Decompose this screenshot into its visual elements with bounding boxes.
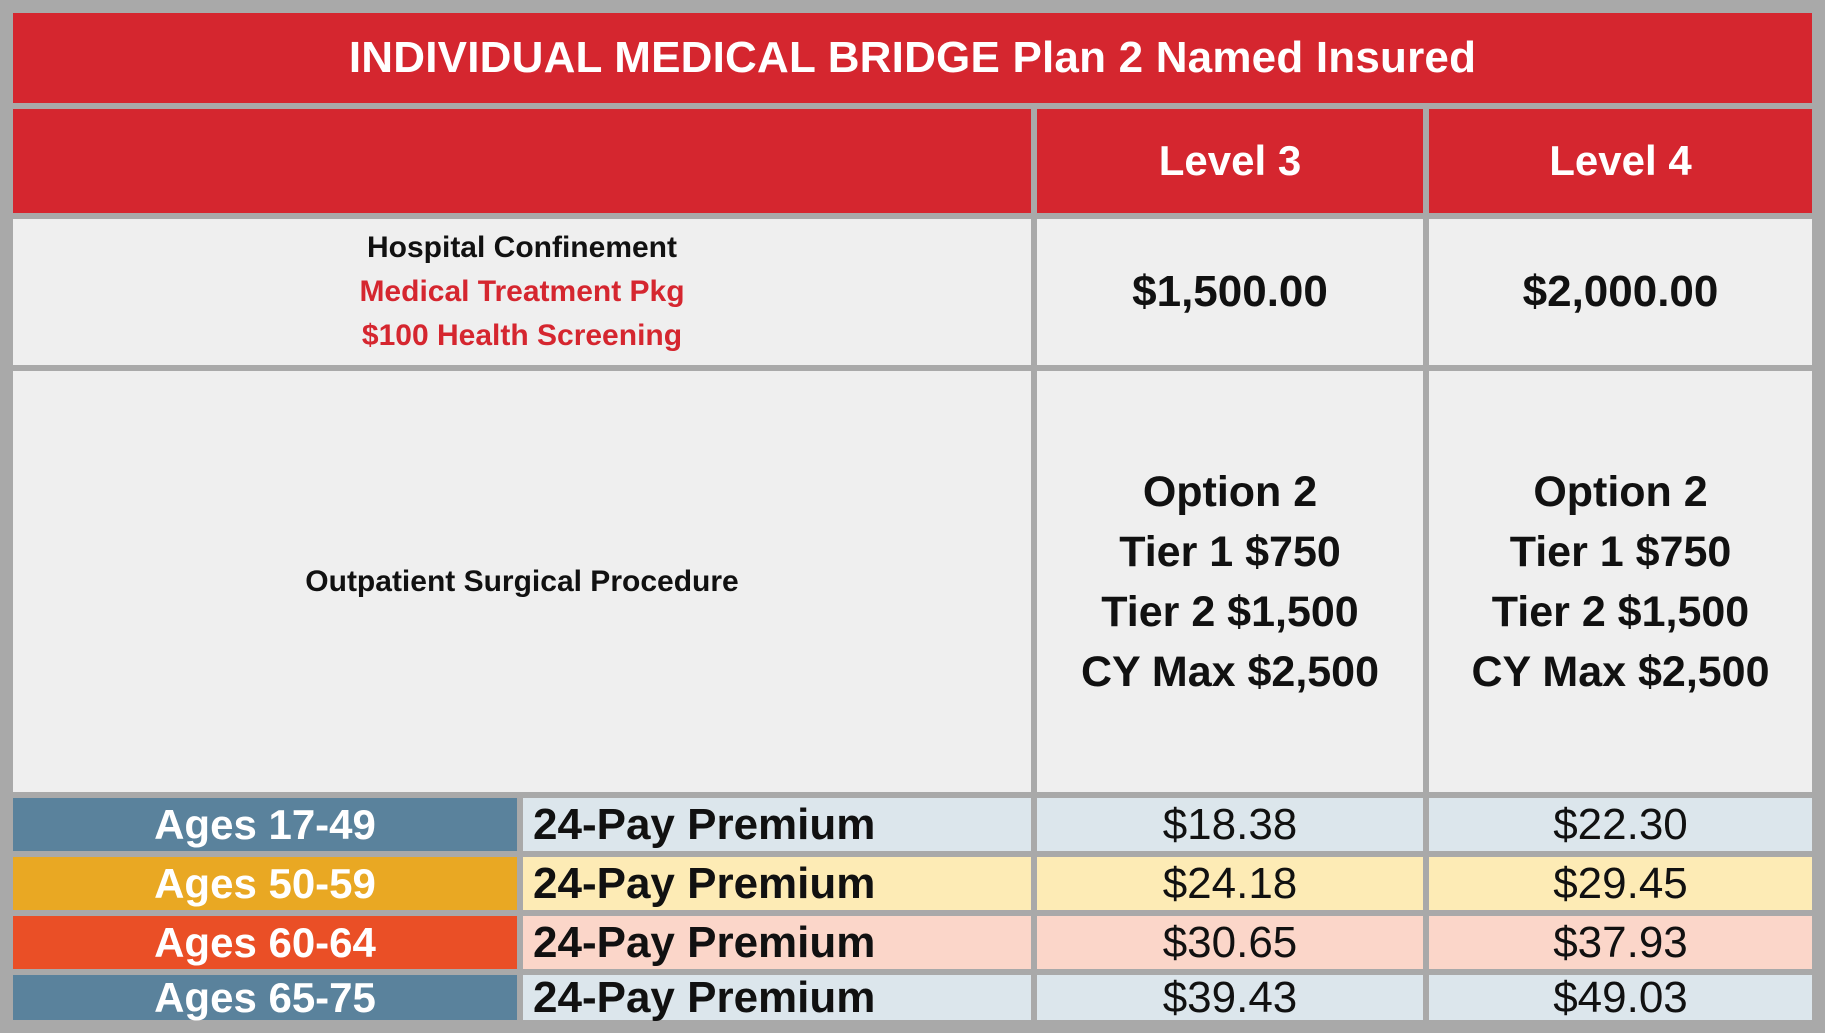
premium-table (13, 13, 1812, 1020)
premium-17-49-level-4: $22.30 (1429, 798, 1812, 851)
premium-label-50-59: 24-Pay Premium (523, 857, 1031, 910)
outpatient-level-4-cell (1429, 371, 1812, 792)
outpatient-surgical-label: Outpatient Surgical Procedure (13, 371, 1031, 792)
age-band-17-49: Ages 17-49 (13, 798, 517, 851)
age-band-65-75: Ages 65-75 (13, 975, 517, 1020)
outpatient-level-4-tier2: Tier 2 $1,500 (1491, 587, 1750, 636)
outpatient-level-3-option: Option 2 (1142, 467, 1318, 516)
outpatient-level-3-tier2: Tier 2 $1,500 (1101, 587, 1359, 636)
premium-50-59-level-4: $29.45 (1429, 857, 1812, 910)
hospital-benefit-cell (13, 219, 1031, 365)
hospital-level-3-amount: $1,500.00 (1037, 219, 1423, 365)
outpatient-level-4-max: CY Max $2,500 (1471, 647, 1770, 696)
header-level-3: Level 3 (1037, 109, 1423, 213)
table-title: INDIVIDUAL MEDICAL BRIDGE Plan 2 Named Insured (13, 13, 1812, 103)
premium-65-75-level-4: $49.03 (1429, 975, 1812, 1020)
age-band-50-59: Ages 50-59 (13, 857, 517, 910)
premium-17-49-level-3: $18.38 (1037, 798, 1423, 851)
premium-60-64-level-3: $30.65 (1037, 916, 1423, 969)
outpatient-level-4-tier1: Tier 1 $750 (1509, 527, 1732, 576)
premium-65-75-level-3: $39.43 (1037, 975, 1423, 1020)
header-empty-cell (13, 109, 1031, 213)
hospital-confinement-label: Hospital Confinement (366, 231, 677, 264)
age-band-60-64: Ages 60-64 (13, 916, 517, 969)
header-level-4: Level 4 (1429, 109, 1812, 213)
premium-label-17-49: 24-Pay Premium (523, 798, 1031, 851)
premium-label-65-75: 24-Pay Premium (523, 975, 1031, 1020)
outpatient-level-3-tier1: Tier 1 $750 (1119, 527, 1341, 576)
medical-treatment-label: Medical Treatment Pkg (359, 275, 685, 308)
premium-50-59-level-3: $24.18 (1037, 857, 1423, 910)
outpatient-level-3-max: CY Max $2,500 (1080, 647, 1380, 696)
outpatient-level-4-option: Option 2 (1533, 467, 1708, 516)
outpatient-level-3-cell (1037, 371, 1423, 792)
premium-label-60-64: 24-Pay Premium (523, 916, 1031, 969)
premium-60-64-level-4: $37.93 (1429, 916, 1812, 969)
hospital-level-4-amount: $2,000.00 (1429, 219, 1812, 365)
health-screening-label: $100 Health Screening (361, 319, 683, 352)
